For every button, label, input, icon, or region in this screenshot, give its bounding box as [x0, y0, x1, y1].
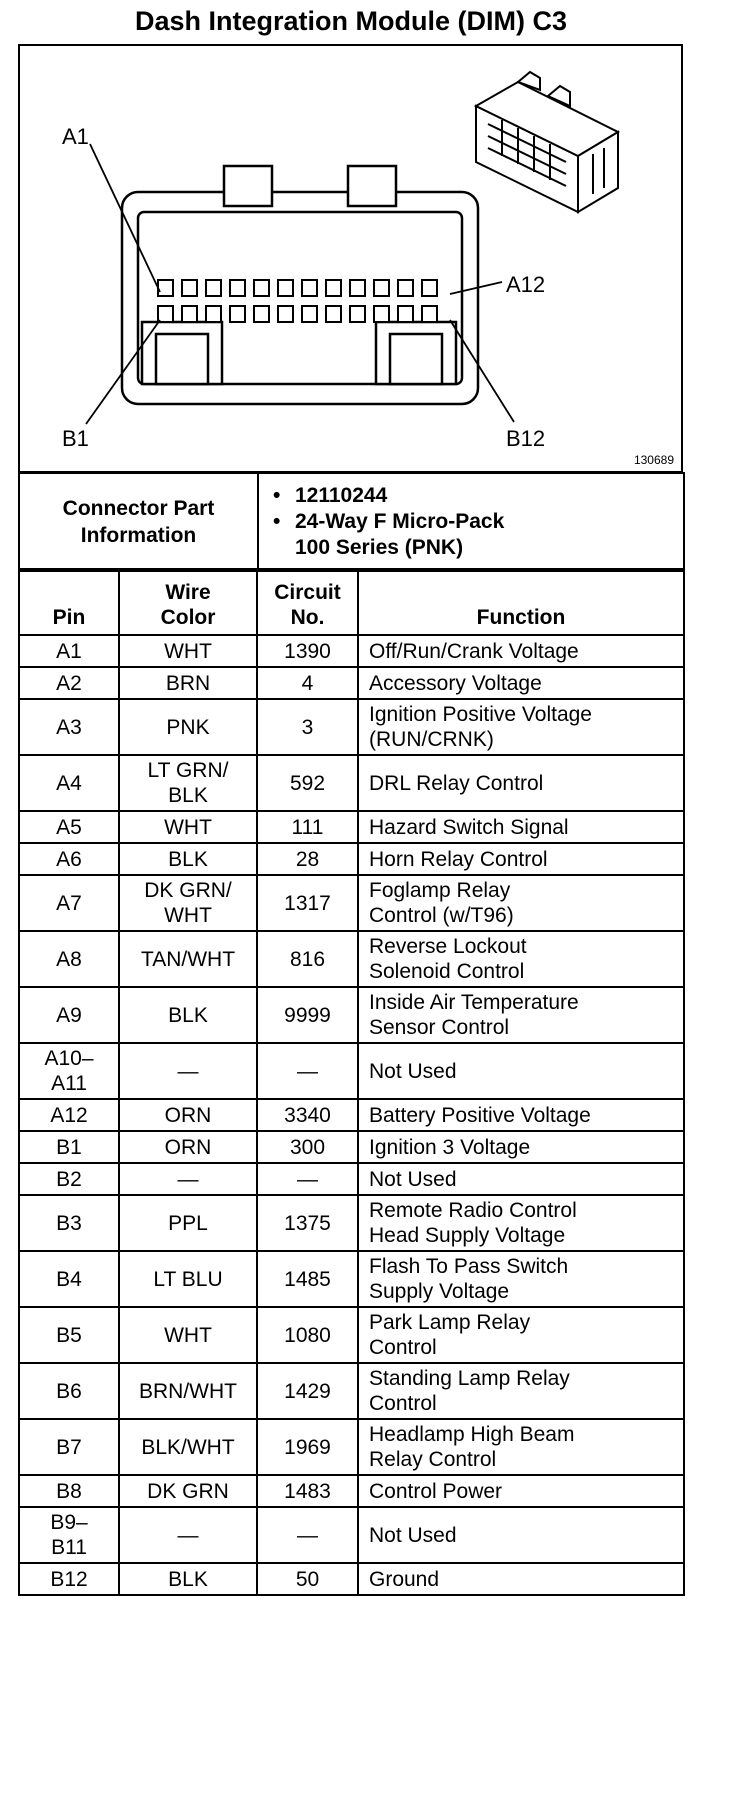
pin-cell: A4: [19, 755, 119, 811]
function-cell: Reverse Lockout Solenoid Control: [358, 931, 684, 987]
terminal-cavity: [182, 280, 197, 296]
function-cell: Accessory Voltage: [358, 667, 684, 699]
circuit-cell: 1429: [257, 1363, 358, 1419]
terminal-cavity: [254, 306, 269, 322]
terminal-cavity: [350, 280, 365, 296]
terminal-cavity: [206, 306, 221, 322]
function-cell: Ignition 3 Voltage: [358, 1131, 684, 1163]
pin-cell: B6: [19, 1363, 119, 1419]
figure-number: 130689: [633, 453, 674, 467]
pin-cell: A2: [19, 667, 119, 699]
circuit-cell: 1080: [257, 1307, 358, 1363]
terminal-cavity: [398, 306, 413, 322]
pin-row: [19, 987, 684, 1043]
connector-part-info: [18, 472, 685, 572]
pin-cell: B4: [19, 1251, 119, 1307]
part-number: 12110244: [295, 484, 388, 507]
column-pin: Pin: [19, 569, 119, 635]
circuit-cell: 1483: [257, 1475, 358, 1507]
circuit-cell: 3340: [257, 1099, 358, 1131]
pin-cell: A7: [19, 875, 119, 931]
wire-color-cell: PPL: [119, 1195, 257, 1251]
circuit-cell: 592: [257, 755, 358, 811]
column-circuit-no: Circuit No.: [257, 569, 358, 635]
connector-info-values: • 12110244 • 24-Way F Micro-Pack 100 Series (PNK): [258, 473, 684, 571]
terminal-cavity: [302, 280, 317, 296]
pin-cell: A6: [19, 843, 119, 875]
terminal-cavity: [230, 306, 245, 322]
connector-description-2: 100 Series (PNK): [295, 536, 464, 559]
wire-color-cell: BLK: [119, 843, 257, 875]
circuit-cell: 1317: [257, 875, 358, 931]
function-cell: Park Lamp Relay Control: [358, 1307, 684, 1363]
wire-color-cell: —: [119, 1163, 257, 1195]
pin-row: [19, 931, 684, 987]
pin-row: [19, 1307, 684, 1363]
circuit-cell: —: [257, 1043, 358, 1099]
wire-color-cell: TAN/WHT: [119, 931, 257, 987]
pin-row: [19, 1419, 684, 1475]
function-cell: Horn Relay Control: [358, 843, 684, 875]
pinout-header-row: [19, 569, 684, 635]
pin-cell: A8: [19, 931, 119, 987]
wire-color-cell: BLK/WHT: [119, 1419, 257, 1475]
circuit-cell: —: [257, 1507, 358, 1563]
pin-row: [19, 875, 684, 931]
wire-color-cell: ORN: [119, 1099, 257, 1131]
terminal-cavity: [374, 280, 389, 296]
pin-cell: A12: [19, 1099, 119, 1131]
circuit-cell: 28: [257, 843, 358, 875]
terminal-cavity: [230, 280, 245, 296]
pin-row: [19, 1563, 684, 1595]
wire-color-cell: DK GRN: [119, 1475, 257, 1507]
terminal-cavity: [398, 280, 413, 296]
pin-cell: A10– A11: [19, 1043, 119, 1099]
terminal-cavity: [278, 280, 293, 296]
pin-row: [19, 1475, 684, 1507]
terminal-cavity: [326, 280, 341, 296]
circuit-cell: 111: [257, 811, 358, 843]
wire-color-cell: DK GRN/ WHT: [119, 875, 257, 931]
pin-cell: B7: [19, 1419, 119, 1475]
terminal-cavity: [422, 306, 437, 322]
circuit-cell: 3: [257, 699, 358, 755]
pin-row: [19, 1131, 684, 1163]
label-a1: A1: [62, 124, 89, 149]
function-cell: Not Used: [358, 1043, 684, 1099]
label-b1: B1: [62, 426, 89, 451]
function-cell: Remote Radio Control Head Supply Voltage: [358, 1195, 684, 1251]
pin-cell: B3: [19, 1195, 119, 1251]
terminal-cavity: [278, 306, 293, 322]
function-cell: Headlamp High Beam Relay Control: [358, 1419, 684, 1475]
circuit-cell: 50: [257, 1563, 358, 1595]
connector-description-1: 24-Way F Micro-Pack: [295, 510, 505, 533]
terminal-cavity: [422, 280, 437, 296]
function-cell: Foglamp Relay Control (w/T96): [358, 875, 684, 931]
connector-diagram: [18, 44, 683, 472]
function-cell: Flash To Pass Switch Supply Voltage: [358, 1251, 684, 1307]
function-cell: Battery Positive Voltage: [358, 1099, 684, 1131]
pin-cell: A3: [19, 699, 119, 755]
label-a12: A12: [506, 272, 546, 297]
terminal-cavity: [254, 280, 269, 296]
circuit-cell: 300: [257, 1131, 358, 1163]
pin-cell: B8: [19, 1475, 119, 1507]
connector-sheet: [18, 44, 683, 1796]
function-cell: Ignition Positive Voltage (RUN/CRNK): [358, 699, 684, 755]
circuit-cell: 1969: [257, 1419, 358, 1475]
wire-color-cell: LT BLU: [119, 1251, 257, 1307]
function-cell: Ground: [358, 1563, 684, 1595]
wire-color-cell: BLK: [119, 1563, 257, 1595]
pin-cell: B9– B11: [19, 1507, 119, 1563]
pin-cell: A5: [19, 811, 119, 843]
pin-row: [19, 1363, 684, 1419]
connector-info-label: Connector Part Information: [19, 473, 258, 571]
pin-row: [19, 699, 684, 755]
function-cell: Control Power: [358, 1475, 684, 1507]
pin-cell: B5: [19, 1307, 119, 1363]
pin-cell: A9: [19, 987, 119, 1043]
wire-color-cell: WHT: [119, 635, 257, 667]
pin-row: [19, 1163, 684, 1195]
pin-row: [19, 1195, 684, 1251]
wire-color-cell: —: [119, 1507, 257, 1563]
function-cell: Hazard Switch Signal: [358, 811, 684, 843]
pin-row: [19, 1251, 684, 1307]
circuit-cell: 4: [257, 667, 358, 699]
pin-cell: B12: [19, 1563, 119, 1595]
wire-color-cell: LT GRN/ BLK: [119, 755, 257, 811]
circuit-cell: —: [257, 1163, 358, 1195]
label-b12: B12: [506, 426, 546, 451]
pin-row: [19, 811, 684, 843]
terminal-cavity: [182, 306, 197, 322]
terminal-cavity: [206, 280, 221, 296]
terminal-cavity: [158, 306, 173, 322]
wire-color-cell: BRN/WHT: [119, 1363, 257, 1419]
terminal-cavity: [158, 280, 173, 296]
wire-color-cell: WHT: [119, 811, 257, 843]
pin-row: [19, 843, 684, 875]
terminal-cavity: [350, 306, 365, 322]
terminal-cavity: [326, 306, 341, 322]
pin-row: [19, 1043, 684, 1099]
circuit-cell: 816: [257, 931, 358, 987]
circuit-cell: 1390: [257, 635, 358, 667]
column-wire-color: Wire Color: [119, 569, 257, 635]
wire-color-cell: PNK: [119, 699, 257, 755]
function-cell: Not Used: [358, 1507, 684, 1563]
circuit-cell: 1485: [257, 1251, 358, 1307]
pin-row: [19, 755, 684, 811]
circuit-cell: 9999: [257, 987, 358, 1043]
function-cell: DRL Relay Control: [358, 755, 684, 811]
pin-cell: B2: [19, 1163, 119, 1195]
circuit-cell: 1375: [257, 1195, 358, 1251]
wire-color-cell: WHT: [119, 1307, 257, 1363]
terminal-cavity: [302, 306, 317, 322]
wire-color-cell: BRN: [119, 667, 257, 699]
function-cell: Standing Lamp Relay Control: [358, 1363, 684, 1419]
function-cell: Not Used: [358, 1163, 684, 1195]
pin-row: [19, 667, 684, 699]
terminal-cavity: [374, 306, 389, 322]
pinout-table: [18, 568, 685, 1596]
pin-row: [19, 1507, 684, 1563]
function-cell: Inside Air Temperature Sensor Control: [358, 987, 684, 1043]
wire-color-cell: BLK: [119, 987, 257, 1043]
pin-row: [19, 635, 684, 667]
column-function: Function: [358, 569, 684, 635]
function-cell: Off/Run/Crank Voltage: [358, 635, 684, 667]
wire-color-cell: —: [119, 1043, 257, 1099]
pin-cell: A1: [19, 635, 119, 667]
pin-row: [19, 1099, 684, 1131]
wire-color-cell: ORN: [119, 1131, 257, 1163]
page-title: Dash Integration Module (DIM) C3: [135, 6, 567, 36]
pin-cell: B1: [19, 1131, 119, 1163]
